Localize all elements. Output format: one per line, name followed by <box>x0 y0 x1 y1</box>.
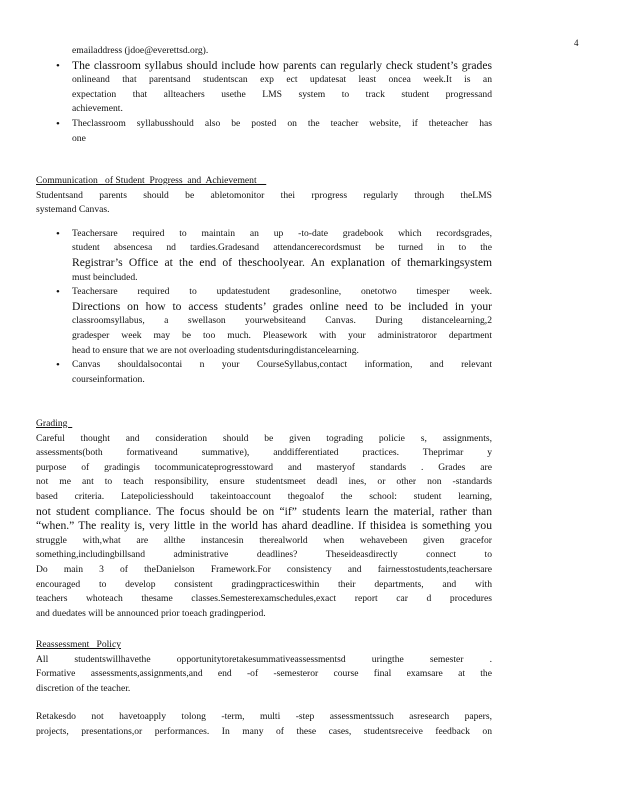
grading-line: something,includingbillsand administrative deadlines? Theseideasdirectly connect to <box>36 549 492 561</box>
grading-line: struggle with,what are allthe instancesin therealworld when wehavebeen given gracefor <box>36 534 492 546</box>
grading-line: Do main 3 of theDanielson Framework.For consistency and fairnesstostudents,teachersare <box>36 563 492 575</box>
reassessment-line: All studentswillhavethe opportunitytoretakesummativeassessmentsd uringthe semester . <box>36 653 492 665</box>
reassessment-line: discretion of the teacher. <box>36 682 131 694</box>
grading-line: purpose of gradingis tocommunicateprogresstoward and masteryof standards . Grades are <box>36 461 492 473</box>
bullet-item <box>36 358 492 387</box>
bullet-line: Directions on how to access students’ grades online need to be included in your <box>72 299 492 313</box>
grading-line: not student compliance. The focus should be on “if” students learn the material, rather than <box>36 504 492 518</box>
communication-heading: Communication of Student Progress and Achievement <box>36 175 267 186</box>
communication-section <box>36 174 492 387</box>
bullet-line: classroomsyllabus, a swellason yourwebsiteand Canvas. During distancelearning,2 <box>72 315 492 327</box>
bullet-line: • The classroom syllabus should include how parents can regularly check student’s grades <box>72 58 492 72</box>
bullet-line: • Theclassroom syllabusshould also be posted on the teacher website, if theteacher has <box>72 117 492 129</box>
bullet-line: student absencesa nd tardies.Gradesand attendancerecordsmust be turned in to the <box>72 242 492 254</box>
grading-heading: Grading <box>36 418 73 429</box>
retakes-line: Retakesdo not havetoapply tolong -term, multi -step assessmentssuch asresearch papers, <box>36 711 492 723</box>
bullet-line: expectation that allteachers usethe LMS system to track student progressand <box>72 88 492 100</box>
bullet-line: onlineand that parentsand studentscan exp ect updatesat least oncea week.It is an <box>72 74 492 86</box>
bullet-item <box>36 285 492 358</box>
bullet-item <box>36 117 492 146</box>
bullet-line: head to ensure that we are not overloading studentsduringdistancelearning. <box>72 344 359 356</box>
retakes-line: projects, presentations,or performances. In many of these cases, studentsreceive feedback on <box>36 725 492 737</box>
bullet-line: gradesper week may be too much. Pleasework with your administratoror department <box>72 329 492 341</box>
syllabus-bullet-list <box>36 59 492 147</box>
grading-paragraph <box>36 432 492 622</box>
email-fragment: emailaddress (jdoe@everettsd.org). <box>72 45 209 56</box>
grading-line: and duedates will be announced prior toeach gradingperiod. <box>36 607 266 619</box>
grading-line: assessments(both formativeand summative), anddifferentiated practices. Theprimar y <box>36 447 492 459</box>
grading-line: encouraged to develop consistent gradingpracticeswithin their departments, and with <box>36 578 492 590</box>
grading-line: not me ant to teach responsibility, ensure studentsmeet deadl ines, or other non -standards <box>36 476 492 488</box>
bullet-line: achievement. <box>72 103 123 115</box>
bullet-line: • Canvas shouldalsocontai n your CourseSyllabus,contact information, and relevant <box>72 359 492 371</box>
bullet-line: one <box>72 132 86 144</box>
bullet-line: courseinformation. <box>72 373 145 385</box>
reassessment-paragraph <box>36 653 492 697</box>
communication-bullet-list <box>36 227 492 388</box>
reassessment-line: Formative assessments,assignments,and end -of -semesteror course final examsare at the <box>36 668 492 680</box>
retakes-paragraph <box>36 710 492 739</box>
bullet-line: Registrar’s Office at the end of theschoolyear. An explanation of themarkingsystem <box>72 255 492 269</box>
grading-line: “when.” The reality is, very little in the world has ahard deadline. If thisidea is something you <box>36 519 492 533</box>
page-number: 4 <box>574 38 579 48</box>
communication-intro-line: Studentsand parents should be abletomonitor thei rprogress regularly through theLMS <box>36 189 492 201</box>
grading-line: teachers whoteach thesame classes.Semesterexamschedules,exact report car d procedures <box>36 593 492 605</box>
grading-line: Careful thought and consideration should be given tograding policie s, assignments, <box>36 432 492 444</box>
reassessment-section <box>36 638 492 740</box>
bullet-item <box>36 59 492 117</box>
bullet-item <box>36 227 492 285</box>
bullet-line: • Teachersare required to updatestudent gradesonline, onetotwo timesper week. <box>72 286 492 298</box>
bullet-line: must beincluded. <box>72 271 138 283</box>
bullet-line: • Teachersare required to maintain an up -to-date gradebook which recordsgrades, <box>72 227 492 239</box>
grading-section <box>36 417 492 621</box>
communication-intro-line: systemand Canvas. <box>36 204 110 216</box>
grading-line: based criteria. Latepoliciesshould takeintoaccount thegoalof the school: student learning, <box>36 490 492 502</box>
top-section <box>36 44 492 146</box>
reassessment-heading: Reassessment Policy <box>36 639 122 650</box>
